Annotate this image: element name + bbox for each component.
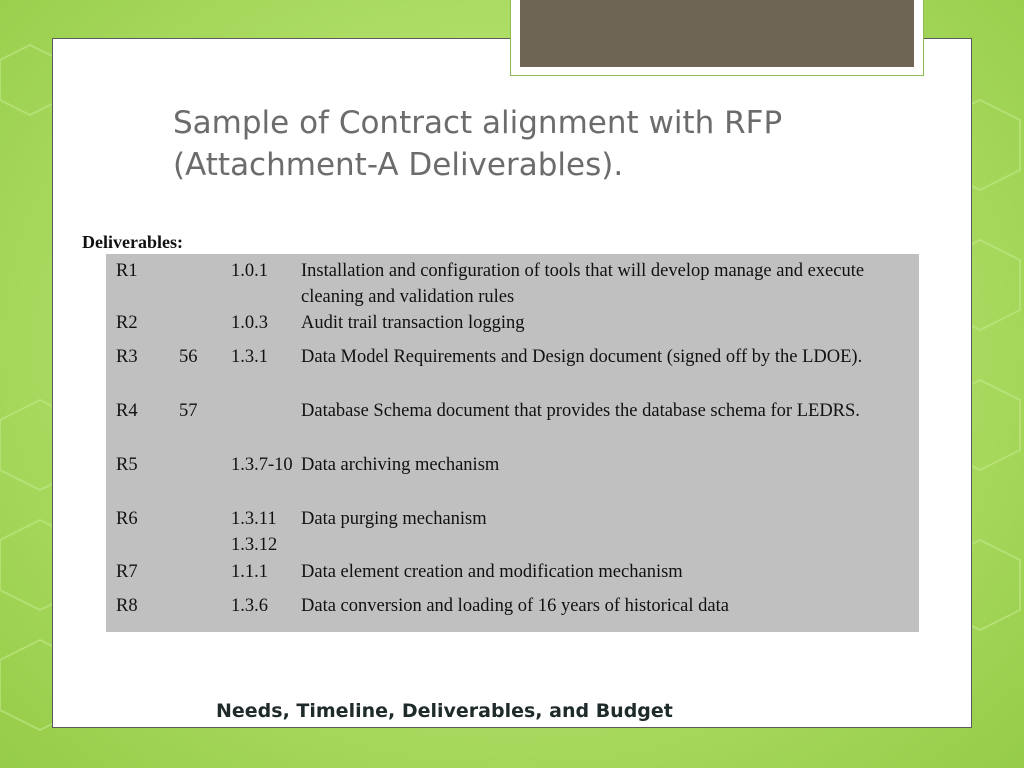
row-number: [179, 506, 231, 559]
row-number: [179, 258, 231, 310]
slide-title-line-1: Sample of Contract alignment with RFP: [173, 105, 783, 141]
row-number: [179, 593, 231, 619]
row-section: 1.0.3: [231, 313, 268, 333]
row-id: R6: [116, 509, 138, 529]
row-section: 1.1.1: [231, 562, 268, 582]
row-id: R7: [116, 562, 138, 582]
slide-title: [173, 102, 893, 186]
row-description: Data element creation and modification mechanism: [301, 562, 683, 582]
table-row: [106, 559, 919, 593]
deliverables-table: [106, 258, 919, 619]
decorative-tab: [520, 0, 914, 67]
row-section: 1.3.7-10: [231, 455, 293, 475]
row-description: Audit trail transaction logging: [301, 313, 525, 333]
row-number: [179, 559, 231, 593]
row-section: 1.0.1: [231, 261, 268, 281]
slide-footer: Needs, Timeline, Deliverables, and Budget: [216, 700, 673, 722]
row-number: [179, 452, 231, 506]
table-row: [106, 258, 919, 310]
slide-title-line-2: (Attachment-A Deliverables).: [173, 147, 624, 183]
row-section: 1.3.11 1.3.12: [231, 509, 278, 555]
row-id: R3: [116, 347, 138, 367]
table-row: [106, 506, 919, 559]
row-number: 56: [179, 347, 198, 367]
table-row: [106, 452, 919, 506]
row-id: R8: [116, 596, 138, 616]
deliverables-table-panel: [106, 254, 919, 632]
row-description: Data archiving mechanism: [301, 455, 500, 475]
row-id: R5: [116, 455, 138, 475]
row-id: R1: [116, 261, 138, 281]
row-id: R2: [116, 313, 138, 333]
row-description: Data purging mechanism: [301, 509, 487, 529]
row-number: 57: [179, 401, 198, 421]
table-row: [106, 310, 919, 344]
row-description: Data conversion and loading of 16 years of historical data: [301, 596, 729, 616]
row-section: 1.3.6: [231, 596, 268, 616]
row-description: Database Schema document that provides the database schema for LEDRS.: [301, 401, 860, 421]
row-section: 1.3.1: [231, 347, 268, 367]
table-row: [106, 593, 919, 619]
row-section: [231, 398, 301, 452]
row-description: Installation and configuration of tools that will develop manage and execute cleaning and validation rules: [301, 261, 865, 307]
table-row: [106, 398, 919, 452]
row-number: [179, 310, 231, 344]
deliverables-heading: Deliverables:: [82, 232, 183, 252]
table-row: [106, 344, 919, 398]
row-id: R4: [116, 401, 138, 421]
row-description: Data Model Requirements and Design document (signed off by the LDOE).: [301, 347, 863, 367]
